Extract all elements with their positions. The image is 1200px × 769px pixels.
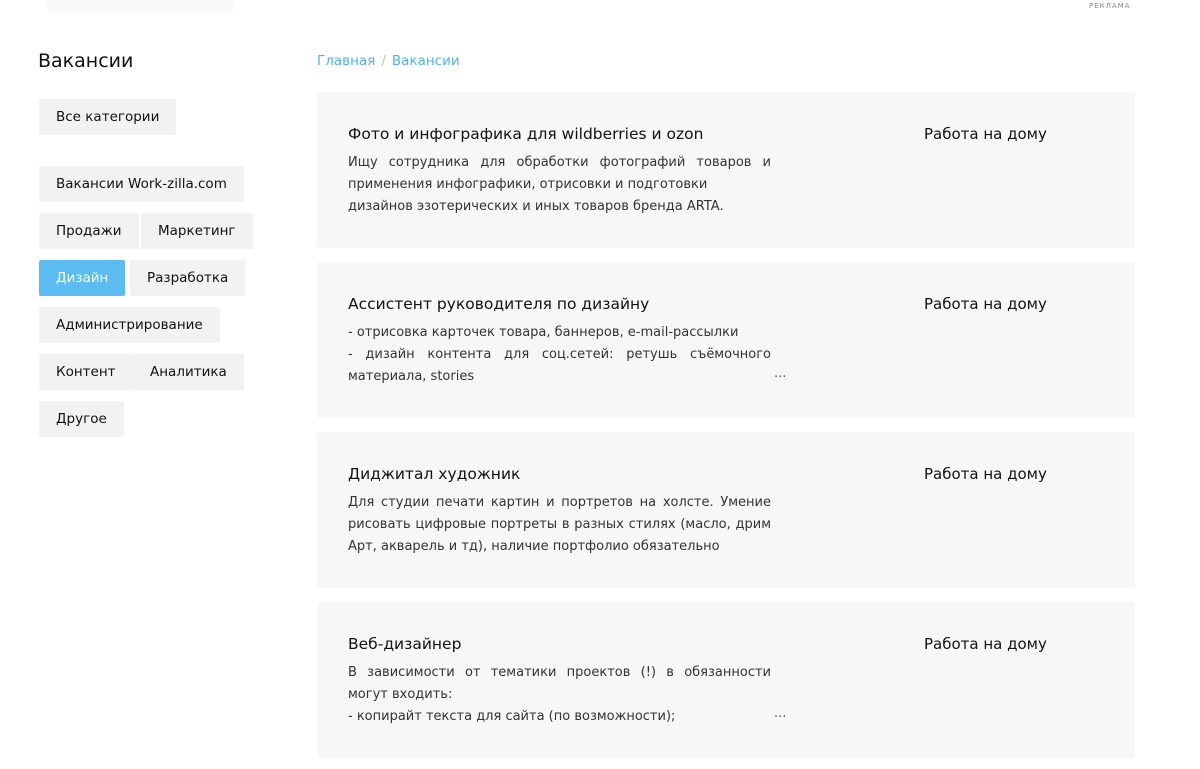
job-location: Работа на дому [924,295,1047,313]
category-content[interactable]: Контент [39,354,133,390]
job-description: - отрисовка карточек товара, баннеров, e-mail-рассылки - дизайн контента для соц.сетей: ретушь съёмочного материала, stories [348,325,771,384]
job-title[interactable]: Диджитал художник [348,465,521,483]
category-other[interactable]: Другое [39,401,124,437]
sidebar-title: Вакансии [38,50,134,72]
all-categories-button[interactable]: Все категории [39,99,176,135]
job-description: Для студии печати картин и портретов на холсте. Умение рисовать цифровые портреты в разных стилях (масло, дрим Арт, акварель и тд), наличие портфолио обязательно [348,495,771,554]
more-ellipsis: ... [774,366,787,381]
job-card[interactable] [317,602,1135,758]
category-sales[interactable]: Продажи [39,213,139,249]
job-location: Работа на дому [924,465,1047,483]
category-marketing[interactable]: Маркетинг [141,213,253,249]
job-location: Работа на дому [924,125,1047,143]
job-card[interactable] [317,92,1135,248]
breadcrumb-separator: / [381,53,386,69]
job-title[interactable]: Ассистент руководителя по дизайну [348,295,650,313]
breadcrumb [317,53,460,69]
job-card[interactable] [317,262,1135,418]
category-workzilla[interactable]: Вакансии Work-zilla.com [39,166,244,202]
breadcrumb-home[interactable]: Главная [317,53,376,69]
job-card[interactable] [317,432,1135,588]
category-design[interactable]: Дизайн [39,260,125,296]
job-description: В зависимости от тематики проектов (!) в обязанности могут входить: - копирайт текста для сайта (по возможности); [348,665,771,724]
category-development[interactable]: Разработка [130,260,245,296]
more-ellipsis: ... [774,706,787,721]
job-title[interactable]: Веб-дизайнер [348,635,462,653]
job-location: Работа на дому [924,635,1047,653]
category-administration[interactable]: Администрирование [39,307,220,343]
ad-label: РЕКЛАМА [1089,2,1131,10]
category-analytics[interactable]: Аналитика [133,354,244,390]
job-description: Ищу сотрудника для обработки фотографий товаров и применения инфографики, отрисовки и подготовки дизайнов эзотерических и иных товаров бренда ARTA. [348,155,771,214]
top-banner-placeholder [47,0,235,12]
breadcrumb-current[interactable]: Вакансии [391,53,460,69]
job-title[interactable]: Фото и инфографика для wildberries и ozon [348,125,704,143]
